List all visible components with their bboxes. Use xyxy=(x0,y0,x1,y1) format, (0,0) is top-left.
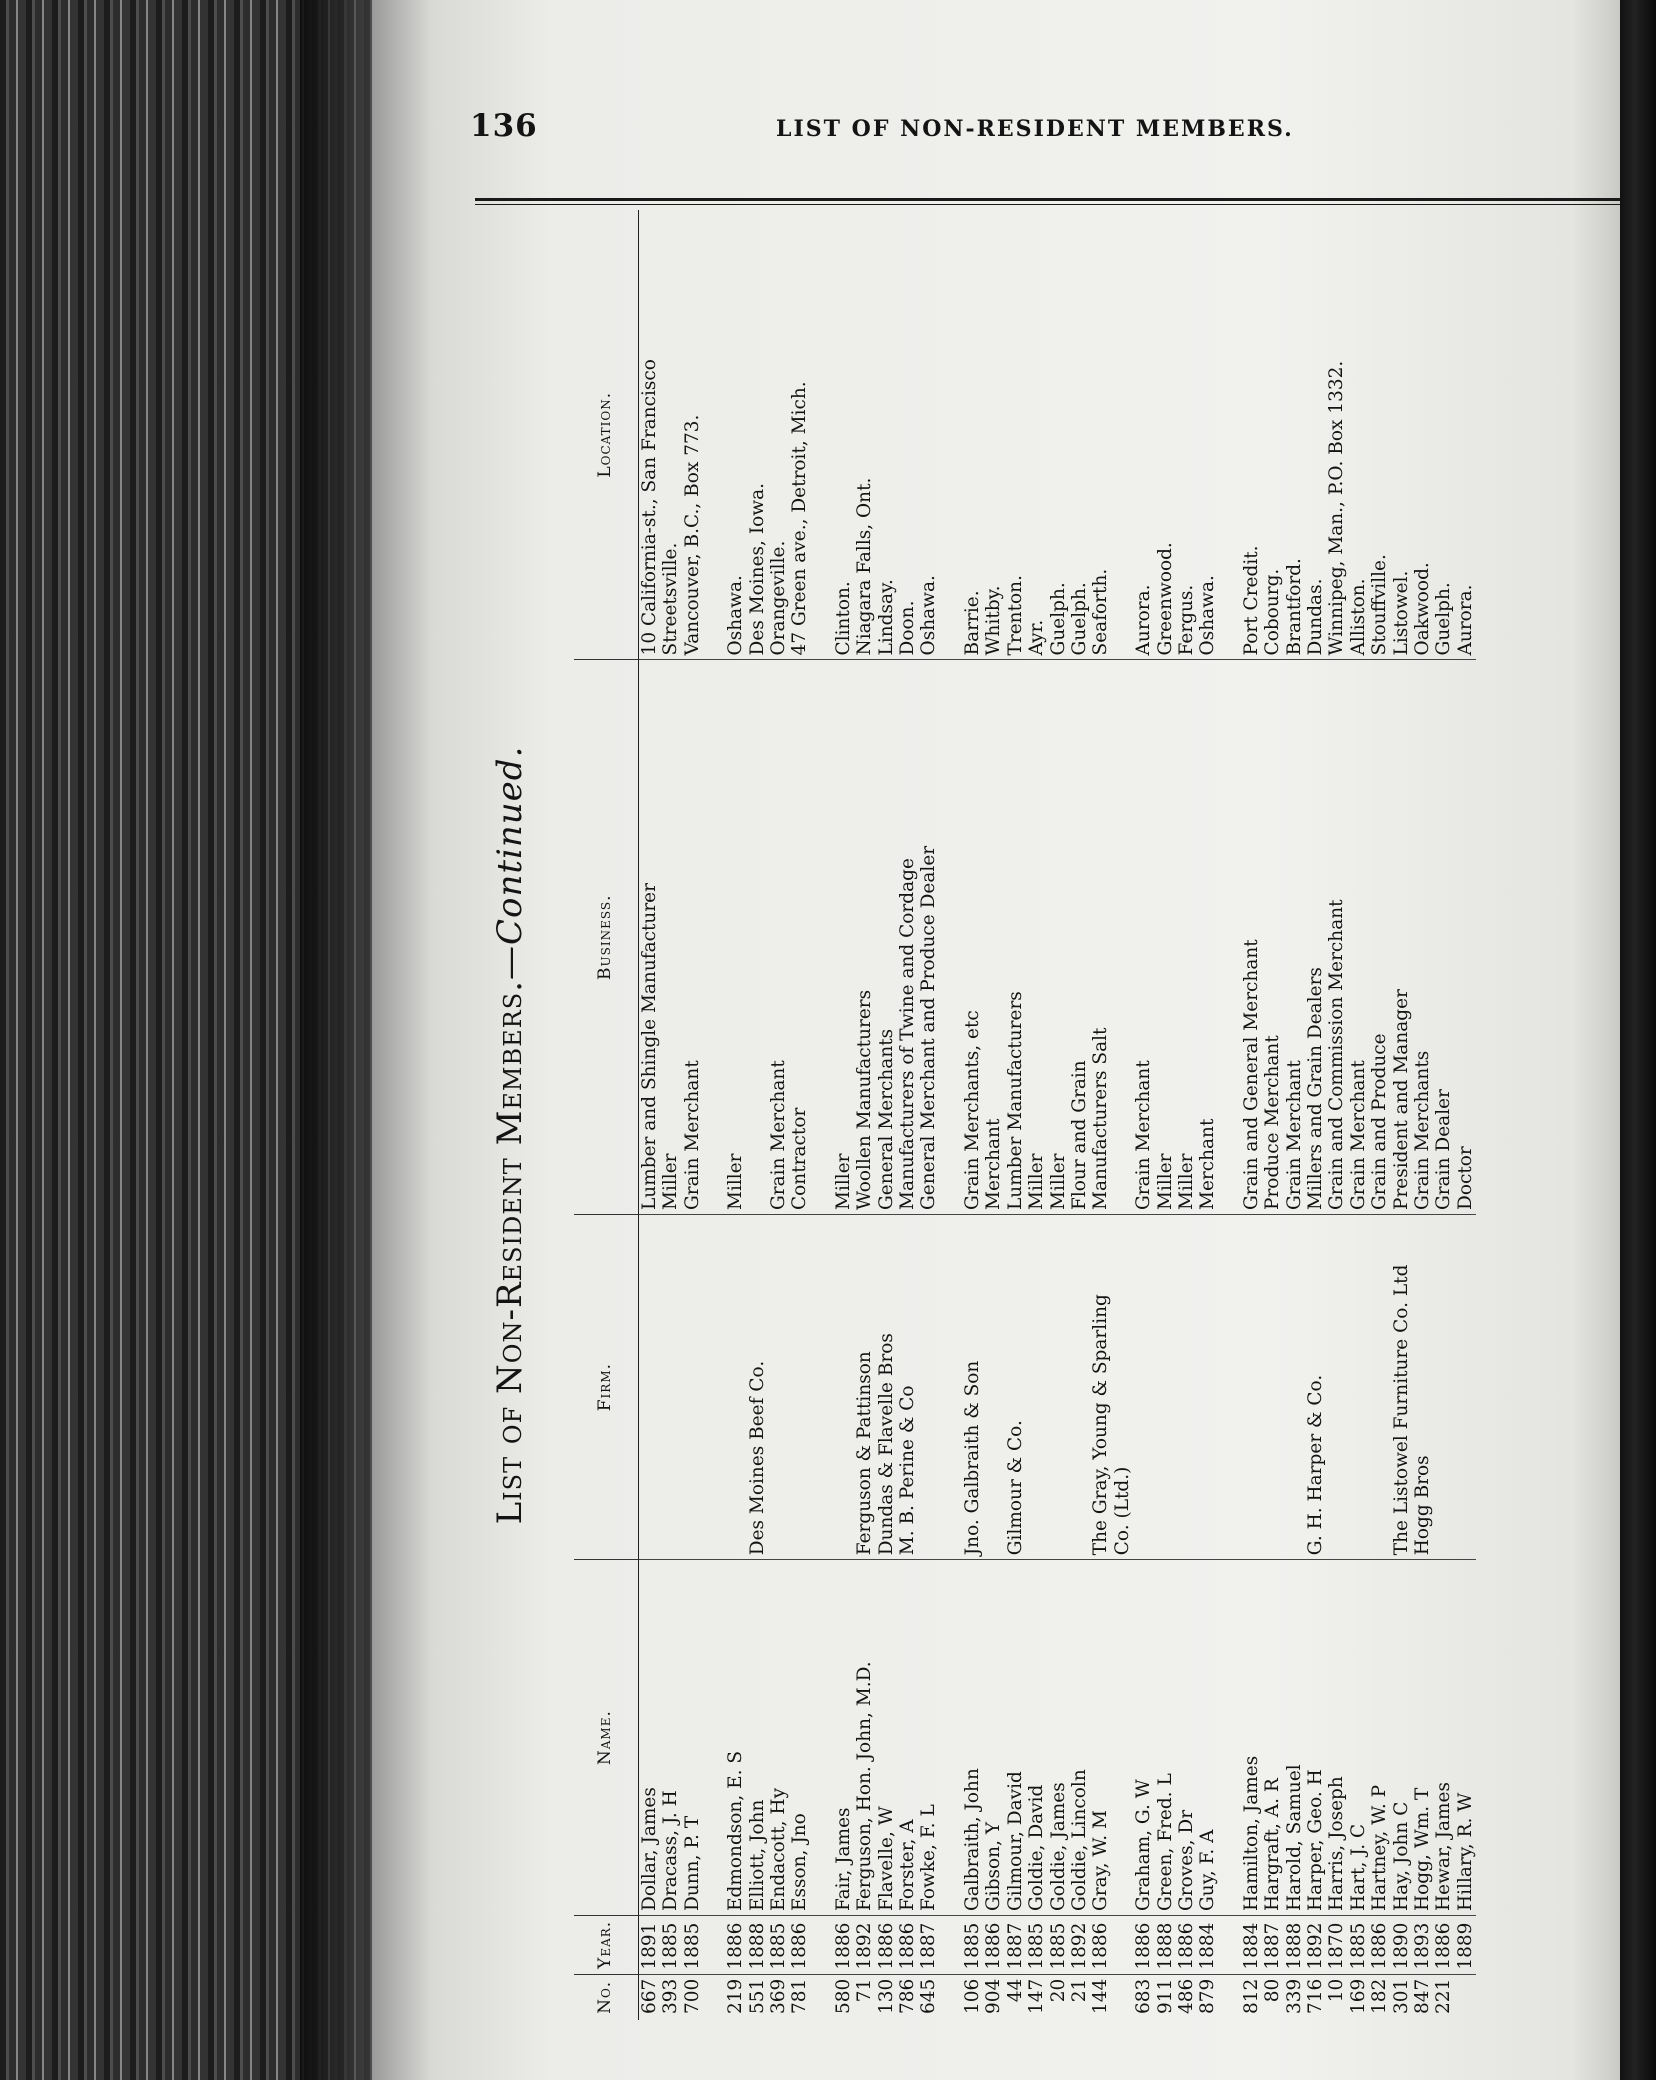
cell-year: 1885 xyxy=(768,1915,789,1974)
cell-business: Lumber and Shingle Manufacturer xyxy=(639,660,661,1215)
cell-firm: The Gray, Young & Sparling xyxy=(1090,1214,1111,1559)
cell-location xyxy=(1112,210,1133,660)
cell-location: Aurora. xyxy=(1133,210,1154,660)
cell-year: 1888 xyxy=(1284,1915,1305,1974)
gap-cell xyxy=(940,1974,962,2020)
cell-business: General Merchant and Produce Dealer xyxy=(918,660,939,1215)
cell-name: Elliott, John xyxy=(747,1560,768,1916)
members-table xyxy=(574,210,1476,2020)
cell-business: Grain and Produce xyxy=(1369,660,1390,1215)
gap-cell xyxy=(940,660,962,1215)
cell-no: 486 xyxy=(1175,1978,1197,2014)
cell-year: 1886 xyxy=(983,1915,1004,1974)
cell-no: 580 xyxy=(832,1978,854,2014)
cell-firm xyxy=(1348,1214,1369,1559)
cell-business: Grain Merchant xyxy=(682,660,703,1215)
cell-firm xyxy=(1176,1214,1197,1559)
cell-year: 1885 xyxy=(660,1915,681,1974)
cell-no: 700 xyxy=(681,1978,703,2014)
table-title-continued: —Continued. xyxy=(490,745,530,981)
cell-location: 47 Green ave., Detroit, Mich. xyxy=(789,210,810,660)
cell-no: 879 xyxy=(1197,1978,1219,2014)
cell-location: Brantford. xyxy=(1284,210,1305,660)
gap-cell xyxy=(703,660,725,1215)
cell-year: 1887 xyxy=(1005,1915,1026,1974)
cell-no: 80 xyxy=(1262,1978,1284,2003)
cell-no: 645 xyxy=(918,1978,940,2014)
cell-name: Harris, Joseph xyxy=(1326,1560,1347,1916)
table-row xyxy=(1176,210,1197,2020)
table-row xyxy=(1069,210,1090,2020)
gap-cell xyxy=(703,210,725,660)
table-row xyxy=(1348,210,1369,2020)
cell-year: 1893 xyxy=(1412,1915,1433,1974)
cell-firm xyxy=(639,1214,661,1559)
cell-firm: Des Moines Beef Co. xyxy=(747,1214,768,1559)
cell-name: Green, Fred. L xyxy=(1155,1560,1176,1916)
table-row xyxy=(725,210,746,2020)
cell-firm xyxy=(768,1214,789,1559)
cell-business: Contractor xyxy=(789,660,810,1215)
cell-year: 1886 xyxy=(1369,1915,1390,1974)
cell-name xyxy=(1112,1560,1133,1916)
cell-year: 1891 xyxy=(639,1915,661,1974)
cell-name: Fair, James xyxy=(833,1560,854,1916)
gap-cell xyxy=(940,1915,962,1974)
table-row xyxy=(1326,210,1347,2020)
cell-business: President and Manager xyxy=(1391,660,1412,1215)
cell-name: Ferguson, Hon. John, M.D. xyxy=(854,1560,875,1916)
cell-year: 1892 xyxy=(854,1915,875,1974)
cell-firm xyxy=(1262,1214,1283,1559)
cell-firm xyxy=(983,1214,1004,1559)
header-rule xyxy=(475,198,1620,201)
cell-business: General Merchants xyxy=(876,660,897,1215)
cell-name: Hay, John C xyxy=(1391,1560,1412,1916)
cell-no xyxy=(1112,1974,1133,2020)
cell-year: 1885 xyxy=(682,1915,703,1974)
cell-location: Niagara Falls, Ont. xyxy=(854,210,875,660)
cell-location: Dundas. xyxy=(1305,210,1326,660)
cell-firm xyxy=(725,1214,746,1559)
cell-year: 1886 xyxy=(833,1915,854,1974)
cell-year: 1887 xyxy=(918,1915,939,1974)
cell-business: Miller xyxy=(1155,660,1176,1215)
cell-name: Edmondson, E. S xyxy=(725,1560,746,1916)
cell-year: 1885 xyxy=(1348,1915,1369,1974)
cell-name: Dollar, James xyxy=(639,1560,661,1916)
cell-no: 144 xyxy=(1090,1978,1112,2014)
table-title-main: List of Non-Resident Members. xyxy=(490,980,530,1525)
cell-firm: Ferguson & Pattinson xyxy=(854,1214,875,1559)
cell-year: 1885 xyxy=(1048,1915,1069,1974)
cell-location: Fergus. xyxy=(1176,210,1197,660)
cell-year: 1892 xyxy=(1069,1915,1090,1974)
cell-firm xyxy=(833,1214,854,1559)
table-row xyxy=(768,210,789,2020)
table-row xyxy=(789,210,810,2020)
cell-business: Miller xyxy=(833,660,854,1215)
header-firm: Firm. xyxy=(574,1214,639,1559)
cell-business xyxy=(1112,660,1133,1215)
cell-business: Woollen Manufacturers xyxy=(854,660,875,1215)
cell-business: Merchant xyxy=(983,660,1004,1215)
facing-page-edge xyxy=(1620,0,1656,2080)
cell-name: Goldie, James xyxy=(1048,1560,1069,1916)
cell-name: Hewar, James xyxy=(1433,1560,1454,1916)
cell-year: 1885 xyxy=(1026,1915,1047,1974)
cell-location: Whitby. xyxy=(983,210,1004,660)
cell-firm: G. H. Harper & Co. xyxy=(1305,1214,1326,1559)
table-row xyxy=(682,210,703,2020)
cell-no: 911 xyxy=(1154,1978,1176,2014)
cell-name: Hart, J. C xyxy=(1348,1560,1369,1916)
table-row xyxy=(1369,210,1390,2020)
cell-firm xyxy=(1026,1214,1047,1559)
cell-location: Listowel. xyxy=(1391,210,1412,660)
cell-no: 812 xyxy=(1240,1978,1262,2014)
cell-no: 369 xyxy=(768,1978,790,2014)
cell-firm xyxy=(1048,1214,1069,1559)
cell-business: Miller xyxy=(1026,660,1047,1215)
cell-location: Streetsville. xyxy=(660,210,681,660)
cell-name: Dracass, J. H xyxy=(660,1560,681,1916)
cell-year: 1887 xyxy=(1262,1915,1283,1974)
cell-year: 1886 xyxy=(725,1915,746,1974)
cell-business: Miller xyxy=(1048,660,1069,1215)
cell-year: 1886 xyxy=(876,1915,897,1974)
cell-business: Merchant xyxy=(1197,660,1218,1215)
header-business: Business. xyxy=(574,660,639,1215)
header-no: No. xyxy=(574,1974,639,2020)
cell-name: Goldie, David xyxy=(1026,1560,1047,1916)
section-gap xyxy=(1219,210,1241,2020)
table-row xyxy=(1005,210,1026,2020)
cell-name: Esson, Jno xyxy=(789,1560,810,1916)
cell-firm xyxy=(1133,1214,1154,1559)
header-year: Year. xyxy=(574,1915,639,1974)
cell-name: Hartney, W. P xyxy=(1369,1560,1390,1916)
cell-name: Dunn, P. T xyxy=(682,1560,703,1916)
gap-cell xyxy=(1219,1560,1241,1916)
cell-year: 1890 xyxy=(1391,1915,1412,1974)
gap-cell xyxy=(703,1915,725,1974)
table-row xyxy=(1026,210,1047,2020)
table-row xyxy=(1048,210,1069,2020)
cell-firm xyxy=(1241,1214,1262,1559)
cell-no: 219 xyxy=(725,1978,747,2014)
cell-firm xyxy=(1155,1214,1176,1559)
cell-no: 786 xyxy=(897,1978,919,2014)
page-number: 136 xyxy=(470,108,538,144)
cell-name: Endacott, Hy xyxy=(768,1560,789,1916)
header-rule-thin xyxy=(475,204,1620,205)
table-row xyxy=(983,210,1004,2020)
cell-no: 301 xyxy=(1390,1978,1412,2014)
rotated-table-region xyxy=(490,210,1602,2060)
cell-no: 904 xyxy=(983,1978,1005,2014)
cell-year: 1884 xyxy=(1241,1915,1262,1974)
table-row xyxy=(1455,210,1476,2020)
cell-business: Grain Merchant xyxy=(1133,660,1154,1215)
cell-location: Orangeville. xyxy=(768,210,789,660)
cell-year: 1885 xyxy=(962,1915,983,1974)
cell-no: 10 xyxy=(1326,1978,1348,2003)
cell-no: 169 xyxy=(1347,1978,1369,2014)
cell-location: Guelph. xyxy=(1433,210,1454,660)
table-row xyxy=(1155,210,1176,2020)
cell-location: Barrie. xyxy=(962,210,983,660)
gap-cell xyxy=(703,1560,725,1916)
table-row xyxy=(1412,210,1433,2020)
cell-location: 10 California-st., San Francisco xyxy=(639,210,661,660)
cell-name: Groves, Dr xyxy=(1176,1560,1197,1916)
cell-year: 1888 xyxy=(1155,1915,1176,1974)
cell-name: Gilmour, David xyxy=(1005,1560,1026,1916)
table-row xyxy=(747,210,768,2020)
running-head xyxy=(470,108,1620,148)
cell-firm: Hogg Bros xyxy=(1412,1214,1433,1559)
cell-no: 716 xyxy=(1304,1978,1326,2014)
cell-year: 1886 xyxy=(1090,1915,1111,1974)
cell-location: Port Credit. xyxy=(1241,210,1262,660)
section-gap xyxy=(811,210,833,2020)
cell-no: 221 xyxy=(1433,1978,1455,2014)
cell-location: Cobourg. xyxy=(1262,210,1283,660)
cell-location: Winnipeg, Man., P.O. Box 1332. xyxy=(1326,210,1347,660)
cell-firm xyxy=(1326,1214,1347,1559)
cell-location: Guelph. xyxy=(1048,210,1069,660)
gap-cell xyxy=(811,1214,833,1559)
cell-name: Flavelle, W xyxy=(876,1560,897,1916)
table-row xyxy=(1433,210,1454,2020)
cell-no: 667 xyxy=(639,1978,660,2014)
cell-location: Clinton. xyxy=(833,210,854,660)
cell-business: Grain and General Merchant xyxy=(1241,660,1262,1215)
cell-firm: Dundas & Flavelle Bros xyxy=(876,1214,897,1559)
cell-firm: M. B. Perine & Co xyxy=(897,1214,918,1559)
cell-year: 1886 xyxy=(1433,1915,1454,1974)
running-title: LIST OF NON-RESIDENT MEMBERS. xyxy=(776,116,1294,142)
table-row xyxy=(897,210,918,2020)
gap-cell xyxy=(1219,1915,1241,1974)
cell-firm xyxy=(660,1214,681,1559)
cell-no: 71 xyxy=(854,1978,876,2003)
cell-year: 1886 xyxy=(897,1915,918,1974)
table-row xyxy=(1133,210,1154,2020)
cell-location: Oshawa. xyxy=(918,210,939,660)
cell-year: 1884 xyxy=(1197,1915,1218,1974)
cell-firm: The Listowel Furniture Co. Ltd xyxy=(1391,1214,1412,1559)
section-gap xyxy=(703,210,725,2020)
cell-no: 551 xyxy=(746,1978,768,2014)
table-row xyxy=(660,210,681,2020)
gap-cell xyxy=(940,1214,962,1559)
cell-business: Miller xyxy=(660,660,681,1215)
table-row xyxy=(1197,210,1218,2020)
cell-no: 130 xyxy=(875,1978,897,2014)
gap-cell xyxy=(1219,660,1241,1215)
cell-firm xyxy=(1284,1214,1305,1559)
cell-firm: Co. (Ltd.) xyxy=(1112,1214,1133,1559)
cell-name: Goldie, Lincoln xyxy=(1069,1560,1090,1916)
table-row xyxy=(1241,210,1262,2020)
table-row xyxy=(918,210,939,2020)
cell-year: 1886 xyxy=(1133,1915,1154,1974)
cell-location: Guelph. xyxy=(1069,210,1090,660)
cell-name: Harper, Geo. H xyxy=(1305,1560,1326,1916)
cell-firm xyxy=(918,1214,939,1559)
cell-location: Oakwood. xyxy=(1412,210,1433,660)
cell-no: 182 xyxy=(1369,1978,1391,2014)
cell-location: Seaforth. xyxy=(1090,210,1111,660)
cell-year: 1892 xyxy=(1305,1915,1326,1974)
cell-business: Grain Merchant xyxy=(768,660,789,1215)
cell-year: 1888 xyxy=(747,1915,768,1974)
table-row xyxy=(1305,210,1326,2020)
cell-no: 147 xyxy=(1026,1978,1048,2014)
cell-year: 1886 xyxy=(789,1915,810,1974)
gap-cell xyxy=(940,1560,962,1916)
cell-location: Doon. xyxy=(897,210,918,660)
gap-cell xyxy=(1219,1214,1241,1559)
cell-year xyxy=(1112,1915,1133,1974)
table-body xyxy=(639,210,1477,2020)
cell-name: Hogg, Wm. T xyxy=(1412,1560,1433,1916)
cell-business xyxy=(747,660,768,1215)
header-name: Name. xyxy=(574,1560,639,1916)
gap-cell xyxy=(940,210,962,660)
table-row xyxy=(1284,210,1305,2020)
cell-location: Ayr. xyxy=(1026,210,1047,660)
cell-firm: Jno. Galbraith & Son xyxy=(962,1214,983,1559)
cell-year: 1889 xyxy=(1455,1915,1476,1974)
cell-business: Grain Merchants xyxy=(1412,660,1433,1215)
cell-location: Oshawa. xyxy=(1197,210,1218,660)
gap-cell xyxy=(811,660,833,1215)
cell-business: Doctor xyxy=(1455,660,1476,1215)
cell-business: Manufacturers of Twine and Cordage xyxy=(897,660,918,1215)
cell-location: Greenwood. xyxy=(1155,210,1176,660)
cell-business: Manufacturers Salt xyxy=(1090,660,1111,1215)
gap-cell xyxy=(1219,210,1241,660)
cell-year: 1870 xyxy=(1326,1915,1347,1974)
cell-no: 847 xyxy=(1412,1978,1433,2014)
cell-business: Grain Dealer xyxy=(1433,660,1454,1215)
header-location: Location. xyxy=(574,210,639,660)
cell-business: Grain and Commission Merchant xyxy=(1326,660,1347,1215)
cell-name: Fowke, F. L xyxy=(918,1560,939,1916)
table-row xyxy=(876,210,897,2020)
cell-name: Gibson, Y xyxy=(983,1560,1004,1916)
cell-firm xyxy=(1369,1214,1390,1559)
table-row xyxy=(1090,210,1111,2020)
cell-business: Produce Merchant xyxy=(1262,660,1283,1215)
cell-business: Flour and Grain xyxy=(1069,660,1090,1215)
cell-business: Millers and Grain Dealers xyxy=(1305,660,1326,1215)
rotated-table xyxy=(490,210,1602,2060)
cell-name: Gray, W. M xyxy=(1090,1560,1111,1916)
cell-no: 683 xyxy=(1133,1978,1155,2014)
table-row xyxy=(854,210,875,2020)
cell-business: Lumber Manufacturers xyxy=(1005,660,1026,1215)
gap-cell xyxy=(811,1560,833,1916)
cell-location: Des Moines, Iowa. xyxy=(747,210,768,660)
cell-location: Oshawa. xyxy=(725,210,746,660)
cell-business: Grain Merchants, etc xyxy=(962,660,983,1215)
cell-location: Alliston. xyxy=(1348,210,1369,660)
table-row xyxy=(833,210,854,2020)
cell-location: Vancouver, B.C., Box 773. xyxy=(682,210,703,660)
cell-no: 393 xyxy=(660,1978,682,2014)
cell-location: Aurora. xyxy=(1455,210,1476,660)
cell-location: Lindsay. xyxy=(876,210,897,660)
cell-name: Hargraft, A. R xyxy=(1262,1560,1283,1916)
gap-cell xyxy=(811,1974,833,2020)
cell-name: Hamilton, James xyxy=(1241,1560,1262,1916)
cell-name: Graham, G. W xyxy=(1133,1560,1154,1916)
cell-firm xyxy=(1197,1214,1218,1559)
gap-cell xyxy=(1219,1974,1241,2020)
cell-location: Trenton. xyxy=(1005,210,1026,660)
cell-business: Miller xyxy=(725,660,746,1215)
cell-firm xyxy=(1069,1214,1090,1559)
cell-firm: Gilmour & Co. xyxy=(1005,1214,1026,1559)
cell-name: Guy, F. A xyxy=(1197,1560,1218,1916)
cell-name: Hillary, R. W xyxy=(1455,1560,1476,1916)
cell-firm xyxy=(1455,1214,1476,1559)
cell-business: Grain Merchant xyxy=(1348,660,1369,1215)
gap-cell xyxy=(811,210,833,660)
cell-year: 1886 xyxy=(1176,1915,1197,1974)
table-row xyxy=(1262,210,1283,2020)
cell-no: 20 xyxy=(1047,1978,1069,2003)
cell-location: Stouffville. xyxy=(1369,210,1390,660)
table-row xyxy=(1112,210,1133,2020)
table-row xyxy=(1391,210,1412,2020)
table-title xyxy=(490,210,560,2060)
cell-name: Forster, A xyxy=(897,1560,918,1916)
cell-no: 781 xyxy=(789,1978,811,2014)
section-gap xyxy=(940,210,962,2020)
gap-cell xyxy=(703,1974,725,2020)
cell-business: Miller xyxy=(1176,660,1197,1215)
cell-firm xyxy=(682,1214,703,1559)
gap-cell xyxy=(703,1214,725,1559)
table-row xyxy=(962,210,983,2020)
cell-name: Galbraith, John xyxy=(962,1560,983,1916)
cell-no xyxy=(1455,1974,1476,2020)
cell-business: Grain Merchant xyxy=(1284,660,1305,1215)
cell-no: 44 xyxy=(1004,1978,1026,2003)
cell-no: 21 xyxy=(1068,1978,1090,2003)
cell-firm xyxy=(789,1214,810,1559)
cell-firm xyxy=(1433,1214,1454,1559)
cell-no: 106 xyxy=(961,1978,983,2014)
gap-cell xyxy=(811,1915,833,1974)
cell-name: Harold, Samuel xyxy=(1284,1560,1305,1916)
table-header-row xyxy=(574,210,639,2020)
table-row xyxy=(639,210,661,2020)
cell-no: 339 xyxy=(1283,1978,1305,2014)
